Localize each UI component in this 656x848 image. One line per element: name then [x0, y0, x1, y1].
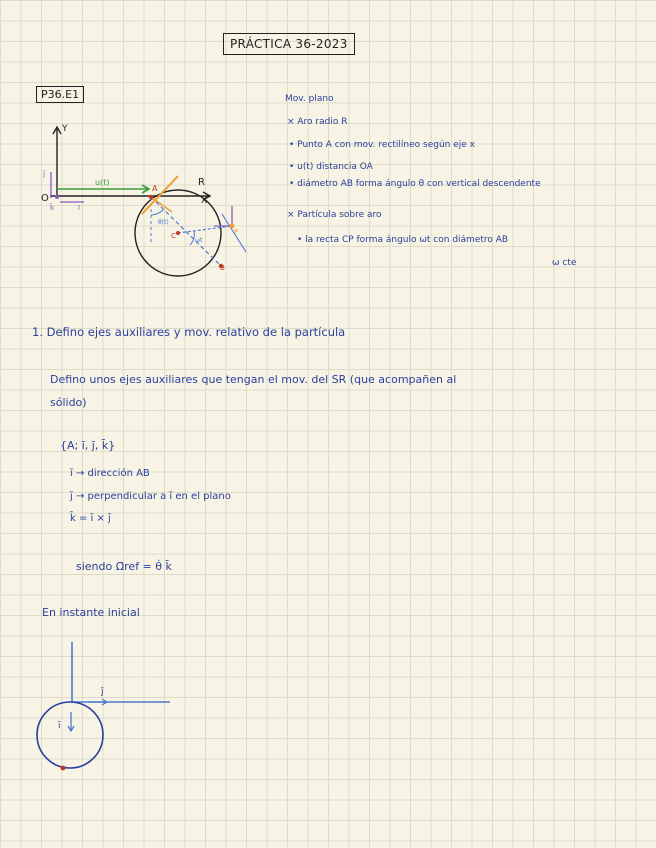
point-b-label: B	[220, 264, 225, 272]
note-item-3: • u(t) distancia OA	[289, 162, 373, 172]
note-item-1: × Aro radio R	[287, 117, 348, 127]
initial-point-b	[61, 766, 66, 771]
note-item-2: • Punto A con mov. rectilíneo según eje x	[289, 140, 475, 150]
radius-label: R	[198, 177, 205, 188]
page-title: PRÁCTICA 36-2023	[223, 33, 355, 55]
point-p-label: P	[234, 228, 239, 236]
notes-heading: Mov. plano	[285, 94, 334, 104]
point-c-label: C	[171, 232, 176, 240]
u-t-label: u(t)	[95, 178, 110, 187]
initial-i-label: ī	[58, 721, 61, 731]
j-vector-label: j̄	[43, 170, 45, 178]
omega-ref-definition: siendo Ω̄ref = θ̇ k̄	[76, 560, 172, 573]
note-item-4: • diámetro AB forma ángulo θ con vertical descendente	[289, 179, 541, 189]
j-definition: j̄ → perpendicular a ī en el plano	[70, 491, 231, 502]
note-item-6: • la recta CP forma ángulo ωt con diámetro AB	[297, 235, 509, 245]
initial-heading: En instante inicial	[42, 606, 140, 619]
theta-label: θ(t)	[158, 219, 169, 226]
section-heading: 1. Defino ejes auxiliares y mov. relativo de la partícula	[32, 325, 346, 339]
i-definition: ī → dirección AB	[70, 468, 150, 479]
initial-hoop	[37, 702, 103, 768]
section-paragraph-line-1: Defino unos ejes auxiliares que tengan el mov. del SR (que acompañen al	[50, 373, 457, 386]
i-vector-label: ī	[78, 204, 80, 212]
exercise-tag: P36.E1	[36, 86, 84, 103]
x-axis-label: X	[201, 196, 208, 206]
k-vector-label: k̄	[50, 204, 55, 212]
origin-label: O	[41, 193, 49, 204]
omega-label: ωt	[195, 237, 203, 244]
y-axis-label: Y	[62, 124, 68, 134]
point-a-label: A	[152, 184, 158, 193]
k-definition: k̄ = ī × j̄	[70, 513, 111, 524]
omega-constant-note: ω cte	[552, 258, 577, 268]
note-item-5: × Partícula sobre aro	[287, 210, 382, 220]
basis-definition: {A; ī, j̄, k̄}	[60, 439, 116, 452]
section-paragraph-line-2: sólido)	[50, 396, 87, 409]
initial-j-label: j̄	[101, 687, 104, 697]
